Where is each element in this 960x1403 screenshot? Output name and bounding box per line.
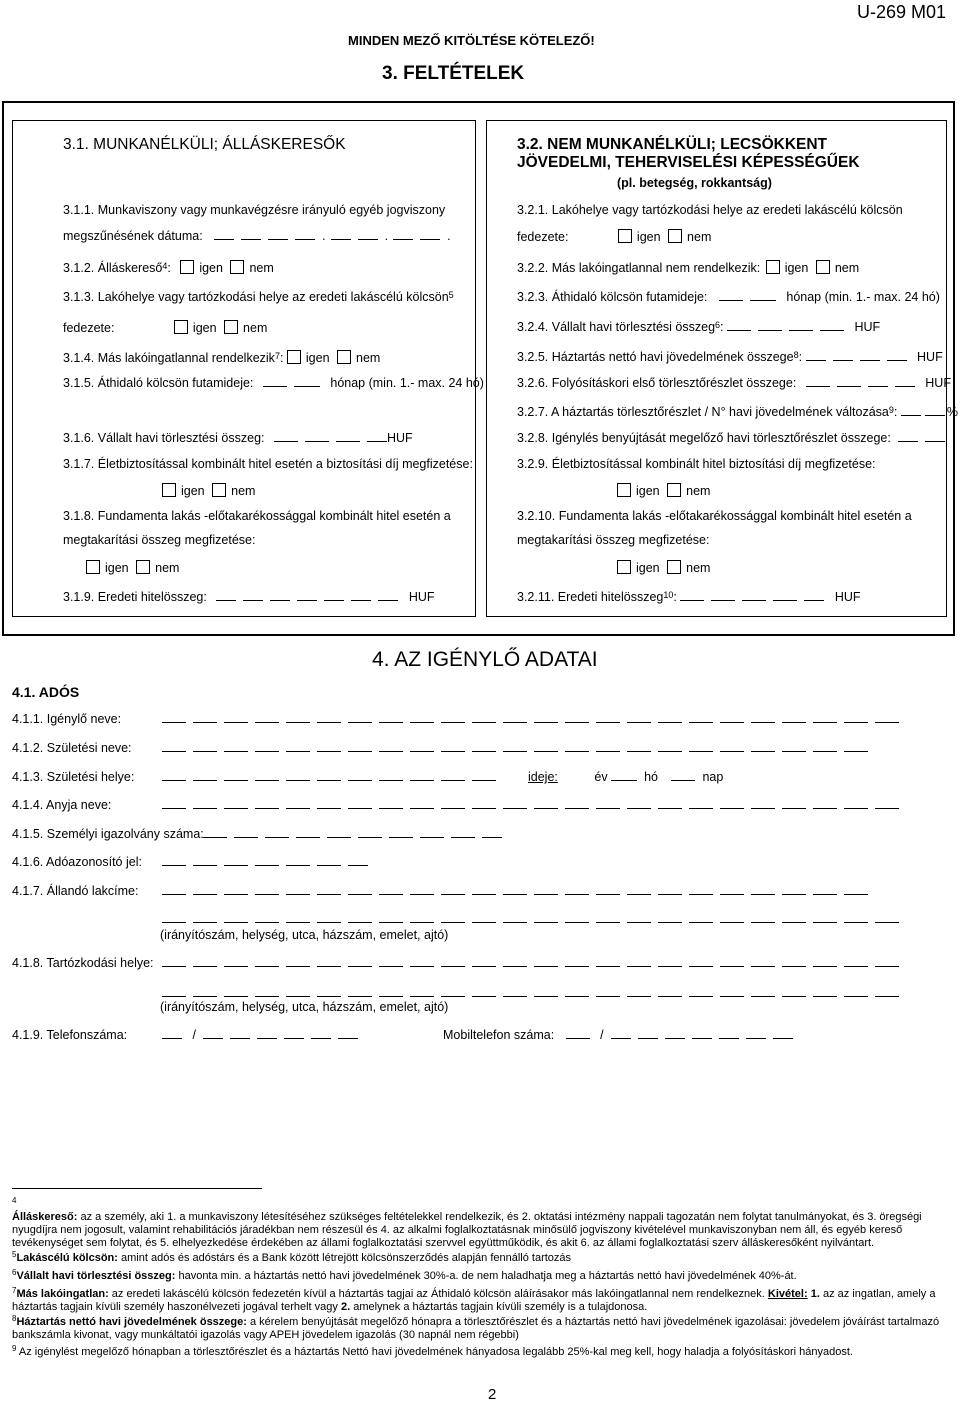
row-4-1-3: 4.1.3. Születési helye: xyxy=(12,770,135,784)
footnote-4: $^4$ Álláskereső: az a személy, aki 1. a munkaviszony létesítéséhez szükséges feltételekkel rendelkezik, és 2. oktatási intézmény nappali tagozatán nem folytat tanulmányokat, és 3. öregségi nyugdíjra nem jogosult, valamint rehabilitációs járadékban nem részesül és 4. az alkalmi foglalkoztatásnak minősülő jogviszony kivételével munkaviszonyban nem áll, és egyéb kereső tevékenységet sem folytat, és 5. elhelyezkedése érdekében az állami foglalkoztatási szervvel együttműködik, és akit 6. az állami foglalkoztatási szerv álláskeresőként nyilvántart. xyxy=(12,1196,922,1249)
row-3-1-3: 3.1.3. Lakóhelye vagy tartózkodási helye az eredeti lakáscélú kölcsön$^5$ xyxy=(63,290,454,304)
row-3-1-1-date: megszűnésének dátuma: . . . xyxy=(63,229,451,243)
row-3-2-3: 3.2.3. Áthidaló kölcsön futamideje: hónap (min. 1.- max. 24 hó) xyxy=(517,290,940,304)
cover-yes-checkbox[interactable] xyxy=(174,320,188,334)
residence-field-2[interactable] xyxy=(162,986,906,1000)
life-insurance-no-checkbox[interactable] xyxy=(212,483,226,497)
row-3-1-8-options: igen nem xyxy=(86,560,179,575)
footnote-5: $^5$Lakáscélú kölcsön: amint adós és adóstárs és a Bank között létrejött kölcsönszerződés alapján fennálló tartozás xyxy=(12,1250,572,1264)
row-4-1-5: 4.1.5. Személyi igazolvány száma: xyxy=(12,827,509,841)
row-4-1-2: 4.1.2. Születési neve: xyxy=(12,741,132,755)
job-seeker-no-checkbox[interactable] xyxy=(230,260,244,274)
row-3-2-1-cover: fedezete: igen nem xyxy=(517,230,712,244)
job-seeker-yes-checkbox[interactable] xyxy=(180,260,194,274)
mother-name-field[interactable] xyxy=(162,798,906,812)
row-3-1-8: 3.1.8. Fundamenta lakás -előtakarékossággal kombinált hitel esetén a xyxy=(63,509,451,523)
r-other-property-yes-checkbox[interactable] xyxy=(766,260,780,274)
ratio-field[interactable] xyxy=(901,405,947,419)
row-3-1-7: 3.1.7. Életbiztosítással kombinált hitel esetén a biztosítási díj megfizetése: xyxy=(63,457,473,471)
mobile-prefix-field[interactable] xyxy=(566,1037,590,1039)
row-3-1-7-options: igen nem xyxy=(162,483,255,498)
row-3-2-10-options: igen nem xyxy=(617,560,710,575)
birth-day-field[interactable] xyxy=(671,779,695,781)
r-savings-no-checkbox[interactable] xyxy=(667,560,681,574)
r-cover-yes-checkbox[interactable] xyxy=(618,229,632,243)
row-3-1-5: 3.1.5. Áthidaló kölcsön futamideje: hónap (min. 1.- max. 24 hó) xyxy=(63,376,484,390)
row-3-2-5: 3.2.5. Háztartás nettó havi jövedelmének összege$^8$: HUF xyxy=(517,350,943,364)
row-3-2-10: 3.2.10. Fundamenta lakás -előtakarékossággal kombinált hitel esetén a xyxy=(517,509,912,523)
other-property-yes-checkbox[interactable] xyxy=(287,350,301,364)
other-property-no-checkbox[interactable] xyxy=(337,350,351,364)
row-3-2-9: 3.2.9. Életbiztosítással kombinált hitel biztosítási díj megfizetése: xyxy=(517,457,876,471)
id-card-field[interactable] xyxy=(207,827,509,841)
debtor-title: 4.1. ADÓS xyxy=(12,684,80,700)
section-4-title: 4. AZ IGÉNYLŐ ADATAI xyxy=(372,648,598,671)
document-code: U-269 M01 xyxy=(856,2,946,22)
residence-field-1[interactable] xyxy=(162,956,906,970)
left-title: 3.1. MUNKANÉLKÜLI; ÁLLÁSKERESŐK xyxy=(63,136,346,153)
date-field[interactable]: . . . xyxy=(214,229,450,243)
r-installment-field[interactable] xyxy=(727,320,851,334)
r-life-insurance-no-checkbox[interactable] xyxy=(667,483,681,497)
phone-field[interactable]: / xyxy=(162,1028,365,1042)
row-3-1-8b: megtakarítási összeg megfizetése: xyxy=(63,533,256,547)
r-other-property-no-checkbox[interactable] xyxy=(816,260,830,274)
row-3-2-8: 3.2.8. Igénylés benyújtását megelőző havi törlesztőrészlet összege: xyxy=(517,431,952,445)
birth-month-field[interactable] xyxy=(611,779,637,781)
row-4-1-4: 4.1.4. Anyja neve: xyxy=(12,798,112,812)
first-installment-field[interactable] xyxy=(806,376,922,390)
prev-installment-field[interactable] xyxy=(898,431,952,445)
row-4-1-6: 4.1.6. Adóazonosító jel: xyxy=(12,855,142,869)
section-3-title: 3. FELTÉTELEK xyxy=(382,63,525,84)
footnote-7: $^7$Más lakóingatlan: az eredeti lakáscélú kölcsön fedezetén kívül a háztartás tagjai az Áthidaló kölcsön aláírásakor más lakóingatlannal nem rendelkeznek. Kivétel: 1. az az ingatlan, amely a háztartás tagjain kívüli személy haszonélvezeti jogával terhelt vagy 2. amelynek a háztartás tagjain kívüli személy is a tulajdonosa. xyxy=(12,1286,936,1313)
row-3-2-4: 3.2.4. Vállalt havi törlesztési összeg$^6$: HUF xyxy=(517,320,881,334)
right-title-3: (pl. betegség, rokkantság) xyxy=(617,176,772,190)
row-3-2-1: 3.2.1. Lakóhelye vagy tartózkodási helye az eredeti lakáscélú kölcsön xyxy=(517,203,903,217)
row-3-2-10b: megtakarítási összeg megfizetése: xyxy=(517,533,710,547)
term-field[interactable] xyxy=(263,385,287,387)
right-title-2: JÖVEDELMI, TEHERVISELÉSI KÉPESSÉGŰEK xyxy=(517,154,860,171)
permanent-address-field-1[interactable] xyxy=(162,884,875,898)
r-life-insurance-yes-checkbox[interactable] xyxy=(617,483,631,497)
mobile-group: Mobiltelefon száma: / xyxy=(443,1028,800,1042)
birth-name-field[interactable] xyxy=(162,741,875,755)
row-4-1-9: 4.1.9. Telefonszáma: xyxy=(12,1028,128,1042)
row-4-1-8: 4.1.8. Tartózkodási helye: xyxy=(12,956,154,970)
income-field[interactable] xyxy=(806,350,914,364)
birth-place-field[interactable] xyxy=(162,770,496,784)
mandatory-notice: MINDEN MEZŐ KITÖLTÉSE KÖTELEZŐ! xyxy=(348,33,595,48)
applicant-name-field[interactable] xyxy=(162,712,906,726)
mobile-number-field[interactable] xyxy=(611,1028,800,1042)
r-cover-no-checkbox[interactable] xyxy=(668,229,682,243)
row-4-1-7: 4.1.7. Állandó lakcíme: xyxy=(12,884,139,898)
r-term-field[interactable] xyxy=(719,299,743,301)
footnote-9: $^9$ Az igénylést megelőző hónapban a törlesztőrészlet és a háztartás Nettó havi jövedelmének hányadosa legalább 25%-kal meg kell, hogy haladja a folyósításkori hányadost. xyxy=(12,1344,853,1358)
r-savings-yes-checkbox[interactable] xyxy=(617,560,631,574)
row-3-1-2: 3.1.2. Álláskereső$^4$: igen nem xyxy=(63,261,274,275)
row-3-2-2: 3.2.2. Más lakóingatlannal nem rendelkezik: igen nem xyxy=(517,261,860,275)
savings-no-checkbox[interactable] xyxy=(136,560,150,574)
row-3-2-11: 3.2.11. Eredeti hitelösszeg$^{10}$: HUF xyxy=(517,590,861,604)
row-3-1-3-cover: fedezete: igen nem xyxy=(63,321,268,335)
row-3-2-6: 3.2.6. Folyósításkori első törlesztőrészlet összege: HUF xyxy=(517,376,951,390)
page-number: 2 xyxy=(488,1386,497,1403)
permanent-address-field-2[interactable] xyxy=(162,912,906,926)
row-4-1-1: 4.1.1. Igénylő neve: xyxy=(12,712,122,726)
footnote-6: $^6$Vállalt havi törlesztési összeg: havonta min. a háztartás nettó havi jövedelmének 30%-a. de nem haladhatja meg a háztartás nettó havi jövedelmének 40%-át. xyxy=(12,1268,797,1282)
right-title-1: 3.2. NEM MUNKANÉLKÜLI; LECSÖKKENT xyxy=(517,136,828,153)
loan-amount-field[interactable] xyxy=(216,590,405,604)
cover-no-checkbox[interactable] xyxy=(224,320,238,334)
r-loan-amount-field[interactable] xyxy=(680,590,831,604)
address-hint-1: (irányítószám, helység, utca, házszám, emelet, ajtó) xyxy=(160,928,449,942)
savings-yes-checkbox[interactable] xyxy=(86,560,100,574)
row-3-1-6: 3.1.6. Vállalt havi törlesztési összeg: HUF xyxy=(63,431,413,445)
life-insurance-yes-checkbox[interactable] xyxy=(162,483,176,497)
row-3-2-7: 3.2.7. A háztartás törlesztőrészlet / N° havi jövedelmének változása$^9$: % xyxy=(517,405,958,419)
installment-field[interactable] xyxy=(274,431,387,445)
footnote-8: $^8$Háztartás nettó havi jövedelmének összege: a kérelem benyújtását megelőző hónapra a törlesztőrészlet és a háztartás nettó havi jövedelmének igazolásai: jövedelem jóváírást tartalmazó bankszámla kivonat, vagy munkáltatói igazolás vagy APEH jövedelem igazolás (30 napnál nem régebbi) xyxy=(12,1314,940,1341)
row-3-1-9: 3.1.9. Eredeti hitelösszeg: HUF xyxy=(63,590,435,604)
address-hint-2: (irányítószám, helység, utca, házszám, emelet, ajtó) xyxy=(160,1000,449,1014)
row-3-1-1: 3.1.1. Munkaviszony vagy munkavégzésre irányuló egyéb jogviszony xyxy=(63,203,446,217)
birth-date-group: ideje: év hó nap xyxy=(528,770,724,784)
row-3-1-4: 3.1.4. Más lakóingatlannal rendelkezik$^7$: igen nem xyxy=(63,351,381,365)
footnote-separator xyxy=(12,1188,262,1189)
tax-id-field[interactable] xyxy=(162,855,375,869)
row-3-2-9-options: igen nem xyxy=(617,483,710,498)
